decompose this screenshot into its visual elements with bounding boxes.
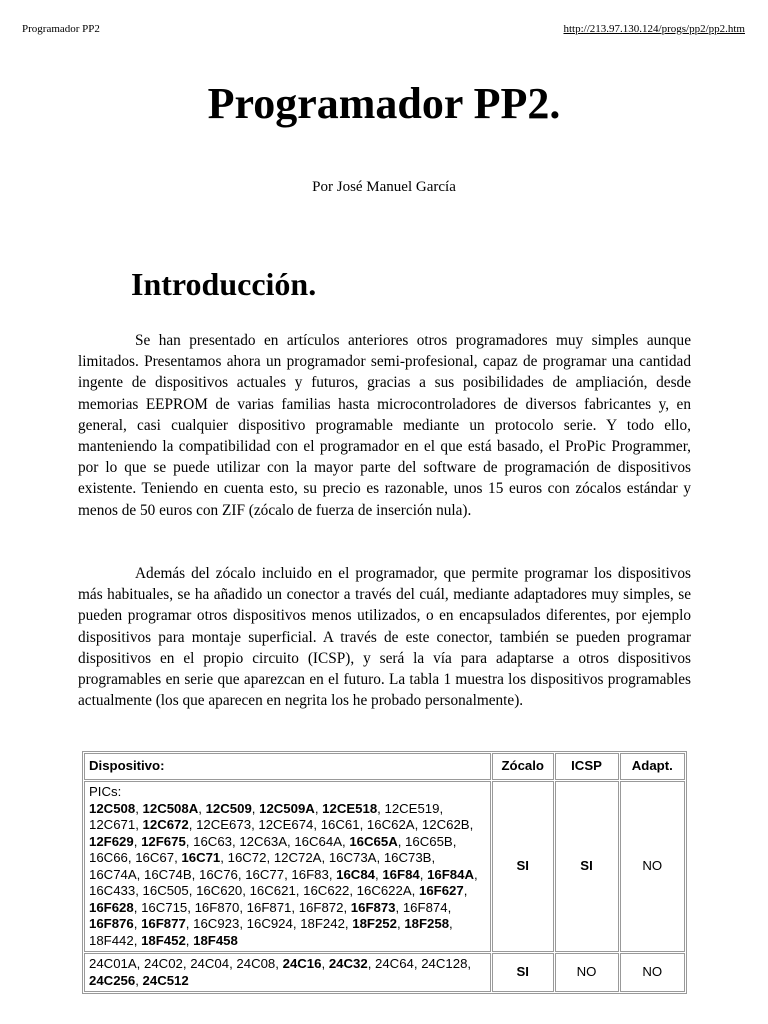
device-name: 24C08 <box>236 956 276 971</box>
device-name: 12C72A <box>273 850 322 865</box>
device-name: 24C256 <box>89 972 136 988</box>
device-list-cell <box>84 781 491 952</box>
device-name: 16F871 <box>246 899 292 915</box>
icsp-value: NO <box>576 964 597 980</box>
device-name: 16C622 <box>303 883 350 898</box>
device-name: 18F252 <box>352 916 397 931</box>
device-name: 16C77 <box>245 866 285 882</box>
section-heading: Introducción. <box>131 266 317 302</box>
device-name: 24C04 <box>190 956 230 971</box>
device-name: 18F452 <box>141 932 186 948</box>
device-name: 16C923 <box>193 916 240 931</box>
icsp-cell <box>555 953 619 992</box>
device-name: 16F84 <box>382 866 420 882</box>
device-name: 16F872 <box>298 899 344 915</box>
intro-paragraph-2: Además del zócalo incluido en el programador, que permite programar los dispositivos más habituales, se ha añadido un conector a través del cuál, mediante adaptadores muy simples, se pueden programar otros dispositivos menos utilizados, o en encapsulados diferentes, por ejemplo dispositivos para montaje superficial. A través de este conector, también se pueden programar dispositivos en el propio circuito (ICSP), y será la vía para adaptarse a otros dispositivos programables en serie que aparezcan en el futuro. La tabla 1 muestra los dispositivos programables actualmente (los que aparecen en negrita los he probado personalmente). <box>78 565 691 710</box>
device-name: 16F874 <box>402 899 448 915</box>
device-name: 16C64A <box>294 833 342 849</box>
device-name: 16C433 <box>89 883 136 898</box>
device-name: 16C620 <box>196 883 243 898</box>
device-name: 12C508A <box>142 800 199 816</box>
device-name: 16C74B <box>144 866 192 882</box>
device-name: 18F242 <box>300 916 345 931</box>
zocalo-cell <box>492 953 554 992</box>
device-name: 16F83 <box>291 866 329 882</box>
table-header-row <box>84 753 685 780</box>
device-name: 16C74A <box>89 866 137 882</box>
device-name: 24C64 <box>375 956 414 971</box>
device-name: 12F629 <box>89 833 134 849</box>
device-name: 16C76 <box>199 866 238 882</box>
device-name: 16F84A <box>427 866 474 882</box>
device-name: 12F675 <box>141 833 186 849</box>
device-name: 16C65A <box>349 833 398 849</box>
page-title: Programador PP2. <box>207 79 561 128</box>
adapt-cell <box>620 953 685 992</box>
device-name: 12CE674 <box>258 817 314 832</box>
device-name: 16C84 <box>336 866 376 882</box>
header-adapt: Adapt. <box>620 753 685 780</box>
device-name: 16F876 <box>89 916 134 931</box>
adapt-cell <box>620 781 685 952</box>
device-name: 16C924 <box>246 916 293 931</box>
adapt-value: NO <box>642 858 663 874</box>
device-name: 16C71 <box>181 850 221 865</box>
device-name: 16C622A <box>356 883 412 898</box>
device-name: 24C512 <box>142 972 189 988</box>
device-name: 18F258 <box>404 916 450 931</box>
device-name: 12CE519 <box>384 800 440 816</box>
device-name: 16C62A <box>366 817 415 832</box>
device-name: 16F877 <box>141 916 186 931</box>
device-group-label: PICs: <box>89 784 122 799</box>
device-name: 24C32 <box>328 956 368 971</box>
device-name: 24C128 <box>421 956 468 971</box>
icsp-value: SI <box>580 858 593 874</box>
device-name: 16C715 <box>141 899 188 915</box>
icsp-cell <box>555 781 619 952</box>
device-name: 16C73B <box>383 850 432 865</box>
device-name: 12C62B <box>421 817 470 832</box>
header-dispositivo: Dispositivo: <box>84 753 491 780</box>
device-name: 16C67 <box>135 850 175 865</box>
table-row <box>84 781 685 952</box>
zocalo-cell <box>492 781 554 952</box>
header-zocalo: Zócalo <box>492 753 554 780</box>
device-list-cell <box>84 953 491 992</box>
device-name: 12C672 <box>142 817 189 832</box>
zocalo-value: SI <box>516 858 529 874</box>
device-name: 18F458 <box>193 932 238 948</box>
devices-table <box>82 751 687 994</box>
device-name: 24C01A <box>89 956 137 971</box>
device-name: 12CE673 <box>196 817 252 832</box>
device-name: 16C66 <box>89 850 128 865</box>
device-name: 16C73A <box>328 850 377 865</box>
device-name: 16C505 <box>142 883 189 898</box>
device-name: 16C63 <box>193 833 232 849</box>
device-name: 18F442 <box>89 932 134 948</box>
device-name: 16C65B <box>405 833 453 849</box>
device-name: 24C16 <box>282 956 322 971</box>
device-name: 16F627 <box>418 883 464 898</box>
device-name: 12C508 <box>89 800 136 816</box>
device-name: 12C509A <box>259 800 315 816</box>
device-name: 16C72 <box>227 850 267 865</box>
author-line: Por José Manuel García <box>312 179 456 195</box>
table-row <box>84 953 685 992</box>
device-list: 12C508, 12C508A, 12C509, 12C509A, 12CE518, 12CE519, 12C671, 12C672, 12CE673, 12CE674, 16C61, 16C62A, 12C62B, 12F629, 12F675, 16C63, 12C63A, 16C64A, 16C65A, 16C65B, 16C66, 16C67, 16C71, 16C72, 12C72A, 16C73A, 16C73B, 16C74A, 16C74B, 16C76, 16C77, 16F83, 16C84, 16F84, 16F84A, 16C433, 16C505, 16C620, 16C621, 16C622, 16C622A, 16F627, 16F628, 16C715, 16F870, 16F871, 16F872, 16F873, 16F874, 16F876, 16F877, 16C923, 16C924, 18F242, 18F252, 18F258, 18F442, 18F452, 18F458 <box>89 800 478 948</box>
device-name: 16C61 <box>320 817 360 832</box>
device-name: 12C509 <box>205 800 252 816</box>
intro-paragraph-1: Se han presentado en artículos anteriores otros programadores muy simples aunque limitados. Presentamos ahora un programador semi-profesional, capaz de programar una cantidad ingente de dispositivos actuales y futuros, gracias a sus posibilidades de ampliación, desde memorias EEPROM de varias familias hasta microcontroladores de diversos fabricantes y, en general, casi cualquier dispositivo programable mediante un protocolo serie. Y todo ello, manteniendo la compatibilidad con el programador en el que está basado, el ProPic Programmer, por lo que se puede utilizar con la mayor parte del software de programación de dispositivos existente. Teniendo en cuenta esto, su precio es razonable, unos 15 euros con zócalos estándar y menos de 50 euros con ZIF (zócalo de fuerza de inserción nula). <box>78 332 691 519</box>
header-icsp: ICSP <box>555 753 619 780</box>
page-header-url[interactable]: http://213.97.130.124/progs/pp2/pp2.htm <box>563 23 745 35</box>
device-name: 16F628 <box>89 899 134 915</box>
device-name: 12CE518 <box>322 800 378 816</box>
device-name: 12C671 <box>89 817 136 832</box>
device-name: 16C621 <box>249 883 296 898</box>
device-name: 12C63A <box>239 833 287 849</box>
device-list: 24C01A, 24C02, 24C04, 24C08, 24C16, 24C32, 24C64, 24C128, 24C256, 24C512 <box>89 956 472 988</box>
device-name: 16F873 <box>350 899 396 915</box>
zocalo-value: SI <box>516 964 529 980</box>
device-name: 24C02 <box>144 956 183 971</box>
adapt-value: NO <box>642 964 663 980</box>
device-name: 16F870 <box>194 899 240 915</box>
page-header-title: Programador PP2 <box>22 23 100 35</box>
